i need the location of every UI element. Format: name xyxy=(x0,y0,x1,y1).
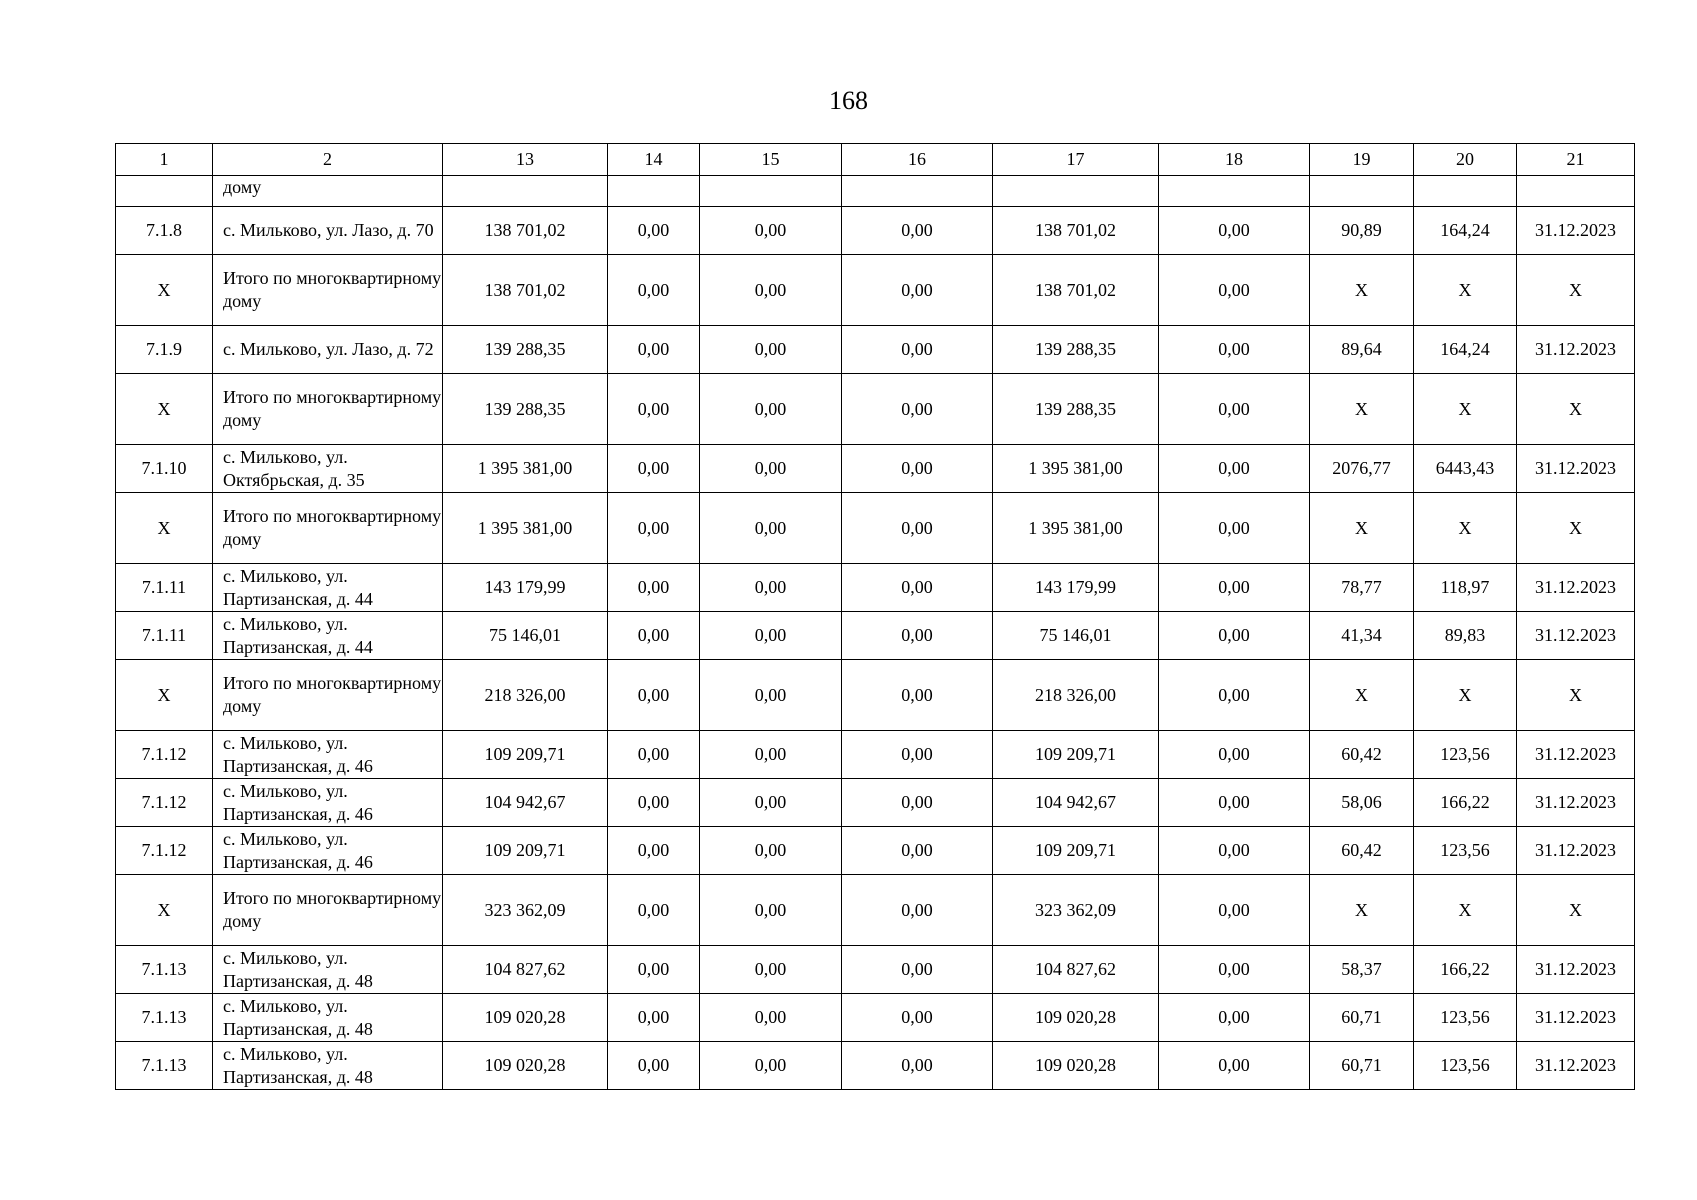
cell-col-16: 0,00 xyxy=(842,779,993,827)
cell-col-18: 0,00 xyxy=(1159,374,1310,445)
cell-col-20: 123,56 xyxy=(1414,827,1517,875)
cell-item-number: 7.1.11 xyxy=(116,612,213,660)
cell-col-14: 0,00 xyxy=(608,875,700,946)
cell-address: с. Мильково, ул. Лазо, д. 70 xyxy=(213,207,443,255)
cell-col-18: 0,00 xyxy=(1159,493,1310,564)
cell-item-number: 7.1.10 xyxy=(116,445,213,493)
cell-col-20: Х xyxy=(1414,660,1517,731)
cell-col-20: Х xyxy=(1414,255,1517,326)
cell-col-19: Х xyxy=(1310,374,1414,445)
cell-item-number: Х xyxy=(116,374,213,445)
column-header: 1 xyxy=(116,144,213,176)
cell-address: с. Мильково, ул. Партизанская, д. 46 xyxy=(213,827,443,875)
cell-col-18 xyxy=(1159,176,1310,207)
cell-address: Итого по многоквартирному дому xyxy=(213,660,443,731)
column-header: 19 xyxy=(1310,144,1414,176)
cell-col-16: 0,00 xyxy=(842,255,993,326)
cell-col-15: 0,00 xyxy=(700,255,842,326)
cell-col-17: 109 020,28 xyxy=(993,994,1159,1042)
cell-item-number: Х xyxy=(116,660,213,731)
cell-col-15: 0,00 xyxy=(700,731,842,779)
cell-col-18: 0,00 xyxy=(1159,445,1310,493)
cell-address: с. Мильково, ул. Партизанская, д. 48 xyxy=(213,946,443,994)
cell-col-18: 0,00 xyxy=(1159,660,1310,731)
cell-col-21: 31.12.2023 xyxy=(1517,1042,1635,1090)
cell-col-13: 139 288,35 xyxy=(443,374,608,445)
table-row xyxy=(116,445,1635,493)
cell-col-14: 0,00 xyxy=(608,994,700,1042)
cell-col-15: 0,00 xyxy=(700,493,842,564)
cell-col-15: 0,00 xyxy=(700,827,842,875)
cell-col-17: 323 362,09 xyxy=(993,875,1159,946)
cell-item-number: 7.1.12 xyxy=(116,779,213,827)
cell-col-21: 31.12.2023 xyxy=(1517,779,1635,827)
cell-col-16 xyxy=(842,176,993,207)
column-header: 20 xyxy=(1414,144,1517,176)
cell-col-15: 0,00 xyxy=(700,564,842,612)
cell-col-13: 109 020,28 xyxy=(443,994,608,1042)
cell-col-17: 1 395 381,00 xyxy=(993,493,1159,564)
cell-col-17: 104 827,62 xyxy=(993,946,1159,994)
cell-col-17 xyxy=(993,176,1159,207)
cell-address: с. Мильково, ул. Партизанская, д. 44 xyxy=(213,612,443,660)
cell-col-18: 0,00 xyxy=(1159,207,1310,255)
cell-col-20: Х xyxy=(1414,875,1517,946)
cell-col-15: 0,00 xyxy=(700,946,842,994)
cell-col-13: 109 209,71 xyxy=(443,827,608,875)
cell-col-14: 0,00 xyxy=(608,207,700,255)
cell-address: Итого по многоквартирному дому xyxy=(213,255,443,326)
cell-col-20: 118,97 xyxy=(1414,564,1517,612)
cell-col-17: 138 701,02 xyxy=(993,207,1159,255)
column-header: 2 xyxy=(213,144,443,176)
cell-col-15: 0,00 xyxy=(700,779,842,827)
cell-item-number xyxy=(116,176,213,207)
cell-col-17: 139 288,35 xyxy=(993,374,1159,445)
header-row xyxy=(116,144,1635,176)
cell-col-21: Х xyxy=(1517,374,1635,445)
column-header: 17 xyxy=(993,144,1159,176)
cell-col-13: 104 942,67 xyxy=(443,779,608,827)
cell-col-20: 164,24 xyxy=(1414,207,1517,255)
column-header: 16 xyxy=(842,144,993,176)
cell-col-21 xyxy=(1517,176,1635,207)
table-row xyxy=(116,176,1635,207)
cell-col-20: Х xyxy=(1414,374,1517,445)
cell-col-13 xyxy=(443,176,608,207)
cell-col-21: 31.12.2023 xyxy=(1517,445,1635,493)
total-row xyxy=(116,374,1635,445)
cell-address: с. Мильково, ул. Партизанская, д. 48 xyxy=(213,1042,443,1090)
cell-item-number: 7.1.13 xyxy=(116,1042,213,1090)
cell-col-19: Х xyxy=(1310,255,1414,326)
cell-col-14: 0,00 xyxy=(608,779,700,827)
cell-col-15: 0,00 xyxy=(700,445,842,493)
cell-col-14: 0,00 xyxy=(608,660,700,731)
cell-address: с. Мильково, ул. Партизанская, д. 44 xyxy=(213,564,443,612)
cell-col-15: 0,00 xyxy=(700,374,842,445)
cell-col-14 xyxy=(608,176,700,207)
cell-col-20: 123,56 xyxy=(1414,994,1517,1042)
cell-col-17: 75 146,01 xyxy=(993,612,1159,660)
cell-col-13: 138 701,02 xyxy=(443,255,608,326)
cell-col-17: 109 209,71 xyxy=(993,827,1159,875)
cell-address: с. Мильково, ул. Октябрьская, д. 35 xyxy=(213,445,443,493)
cell-col-16: 0,00 xyxy=(842,731,993,779)
cell-col-13: 109 020,28 xyxy=(443,1042,608,1090)
cell-col-19: 78,77 xyxy=(1310,564,1414,612)
total-row xyxy=(116,493,1635,564)
table-row xyxy=(116,946,1635,994)
cell-col-16: 0,00 xyxy=(842,326,993,374)
cell-col-21: 31.12.2023 xyxy=(1517,612,1635,660)
cell-item-number: Х xyxy=(116,255,213,326)
cell-col-16: 0,00 xyxy=(842,1042,993,1090)
table-row xyxy=(116,731,1635,779)
cell-col-19: 60,71 xyxy=(1310,994,1414,1042)
cell-col-18: 0,00 xyxy=(1159,946,1310,994)
cell-col-21: Х xyxy=(1517,875,1635,946)
cell-address: Итого по многоквартирному дому xyxy=(213,875,443,946)
cell-col-21: Х xyxy=(1517,660,1635,731)
column-header: 18 xyxy=(1159,144,1310,176)
cell-col-16: 0,00 xyxy=(842,493,993,564)
table-row xyxy=(116,827,1635,875)
cell-col-17: 139 288,35 xyxy=(993,326,1159,374)
cell-col-19: 58,06 xyxy=(1310,779,1414,827)
housing-repair-table xyxy=(115,143,1635,1090)
cell-address: с. Мильково, ул. Партизанская, д. 46 xyxy=(213,779,443,827)
cell-address: с. Мильково, ул. Партизанская, д. 48 xyxy=(213,994,443,1042)
cell-col-14: 0,00 xyxy=(608,255,700,326)
cell-address: Итого по многоквартирному дому xyxy=(213,493,443,564)
cell-col-14: 0,00 xyxy=(608,827,700,875)
cell-item-number: 7.1.8 xyxy=(116,207,213,255)
cell-col-19: 89,64 xyxy=(1310,326,1414,374)
cell-col-18: 0,00 xyxy=(1159,875,1310,946)
cell-col-16: 0,00 xyxy=(842,445,993,493)
cell-col-15: 0,00 xyxy=(700,326,842,374)
cell-col-15: 0,00 xyxy=(700,612,842,660)
cell-col-20: 166,22 xyxy=(1414,779,1517,827)
cell-col-21: 31.12.2023 xyxy=(1517,207,1635,255)
column-header: 21 xyxy=(1517,144,1635,176)
cell-col-19: Х xyxy=(1310,493,1414,564)
cell-col-19: 90,89 xyxy=(1310,207,1414,255)
cell-item-number: 7.1.11 xyxy=(116,564,213,612)
cell-col-19: 58,37 xyxy=(1310,946,1414,994)
cell-col-21: Х xyxy=(1517,255,1635,326)
table-body xyxy=(116,176,1635,1090)
cell-col-20: 123,56 xyxy=(1414,1042,1517,1090)
cell-col-19: 60,42 xyxy=(1310,731,1414,779)
cell-address: с. Мильково, ул. Партизанская, д. 46 xyxy=(213,731,443,779)
cell-col-17: 1 395 381,00 xyxy=(993,445,1159,493)
table-row xyxy=(116,612,1635,660)
cell-col-18: 0,00 xyxy=(1159,1042,1310,1090)
cell-col-14: 0,00 xyxy=(608,731,700,779)
cell-address: с. Мильково, ул. Лазо, д. 72 xyxy=(213,326,443,374)
cell-col-13: 139 288,35 xyxy=(443,326,608,374)
cell-col-14: 0,00 xyxy=(608,946,700,994)
cell-col-15 xyxy=(700,176,842,207)
cell-item-number: 7.1.12 xyxy=(116,827,213,875)
cell-col-19: 2076,77 xyxy=(1310,445,1414,493)
cell-col-13: 1 395 381,00 xyxy=(443,445,608,493)
cell-col-18: 0,00 xyxy=(1159,827,1310,875)
cell-col-20 xyxy=(1414,176,1517,207)
cell-col-21: 31.12.2023 xyxy=(1517,827,1635,875)
cell-col-17: 143 179,99 xyxy=(993,564,1159,612)
cell-col-21: 31.12.2023 xyxy=(1517,564,1635,612)
table-row xyxy=(116,779,1635,827)
cell-address: Итого по многоквартирному дому xyxy=(213,374,443,445)
cell-col-18: 0,00 xyxy=(1159,994,1310,1042)
column-header: 14 xyxy=(608,144,700,176)
cell-col-17: 218 326,00 xyxy=(993,660,1159,731)
cell-col-15: 0,00 xyxy=(700,875,842,946)
total-row xyxy=(116,255,1635,326)
cell-col-18: 0,00 xyxy=(1159,255,1310,326)
cell-col-21: Х xyxy=(1517,493,1635,564)
table-row xyxy=(116,994,1635,1042)
cell-col-16: 0,00 xyxy=(842,827,993,875)
cell-item-number: Х xyxy=(116,493,213,564)
cell-col-15: 0,00 xyxy=(700,1042,842,1090)
cell-col-16: 0,00 xyxy=(842,875,993,946)
page-number: 168 xyxy=(829,86,868,115)
cell-col-14: 0,00 xyxy=(608,1042,700,1090)
cell-col-13: 138 701,02 xyxy=(443,207,608,255)
cell-col-16: 0,00 xyxy=(842,994,993,1042)
cell-col-20: 89,83 xyxy=(1414,612,1517,660)
cell-item-number: 7.1.13 xyxy=(116,994,213,1042)
cell-col-14: 0,00 xyxy=(608,612,700,660)
cell-col-20: Х xyxy=(1414,493,1517,564)
cell-col-13: 109 209,71 xyxy=(443,731,608,779)
cell-col-14: 0,00 xyxy=(608,326,700,374)
cell-col-21: 31.12.2023 xyxy=(1517,326,1635,374)
cell-item-number: Х xyxy=(116,875,213,946)
cell-col-13: 104 827,62 xyxy=(443,946,608,994)
cell-col-19: 60,71 xyxy=(1310,1042,1414,1090)
cell-col-18: 0,00 xyxy=(1159,731,1310,779)
column-header: 13 xyxy=(443,144,608,176)
cell-col-17: 104 942,67 xyxy=(993,779,1159,827)
cell-col-17: 109 209,71 xyxy=(993,731,1159,779)
cell-col-18: 0,00 xyxy=(1159,564,1310,612)
total-row xyxy=(116,875,1635,946)
cell-col-19: Х xyxy=(1310,875,1414,946)
cell-col-18: 0,00 xyxy=(1159,326,1310,374)
cell-item-number: 7.1.12 xyxy=(116,731,213,779)
cell-item-number: 7.1.9 xyxy=(116,326,213,374)
cell-col-16: 0,00 xyxy=(842,946,993,994)
cell-col-16: 0,00 xyxy=(842,564,993,612)
cell-col-19 xyxy=(1310,176,1414,207)
table-row xyxy=(116,207,1635,255)
cell-col-13: 75 146,01 xyxy=(443,612,608,660)
cell-col-21: 31.12.2023 xyxy=(1517,946,1635,994)
cell-col-15: 0,00 xyxy=(700,660,842,731)
cell-col-14: 0,00 xyxy=(608,493,700,564)
cell-col-14: 0,00 xyxy=(608,374,700,445)
cell-col-13: 218 326,00 xyxy=(443,660,608,731)
cell-col-19: 60,42 xyxy=(1310,827,1414,875)
cell-col-20: 166,22 xyxy=(1414,946,1517,994)
table-row xyxy=(116,326,1635,374)
cell-col-17: 109 020,28 xyxy=(993,1042,1159,1090)
cell-col-13: 143 179,99 xyxy=(443,564,608,612)
column-header: 15 xyxy=(700,144,842,176)
cell-col-16: 0,00 xyxy=(842,374,993,445)
cell-col-15: 0,00 xyxy=(700,207,842,255)
cell-col-18: 0,00 xyxy=(1159,612,1310,660)
cell-col-13: 1 395 381,00 xyxy=(443,493,608,564)
cell-col-19: Х xyxy=(1310,660,1414,731)
cell-item-number: 7.1.13 xyxy=(116,946,213,994)
cell-col-14: 0,00 xyxy=(608,445,700,493)
table-row xyxy=(116,564,1635,612)
cell-col-15: 0,00 xyxy=(700,994,842,1042)
cell-col-16: 0,00 xyxy=(842,207,993,255)
cell-col-20: 123,56 xyxy=(1414,731,1517,779)
cell-address: дому xyxy=(213,176,443,207)
cell-col-21: 31.12.2023 xyxy=(1517,731,1635,779)
cell-col-13: 323 362,09 xyxy=(443,875,608,946)
cell-col-19: 41,34 xyxy=(1310,612,1414,660)
total-row xyxy=(116,660,1635,731)
cell-col-20: 164,24 xyxy=(1414,326,1517,374)
cell-col-17: 138 701,02 xyxy=(993,255,1159,326)
cell-col-14: 0,00 xyxy=(608,564,700,612)
cell-col-20: 6443,43 xyxy=(1414,445,1517,493)
cell-col-16: 0,00 xyxy=(842,660,993,731)
cell-col-16: 0,00 xyxy=(842,612,993,660)
table-header xyxy=(116,144,1635,176)
cell-col-21: 31.12.2023 xyxy=(1517,994,1635,1042)
table-row xyxy=(116,1042,1635,1090)
cell-col-18: 0,00 xyxy=(1159,779,1310,827)
